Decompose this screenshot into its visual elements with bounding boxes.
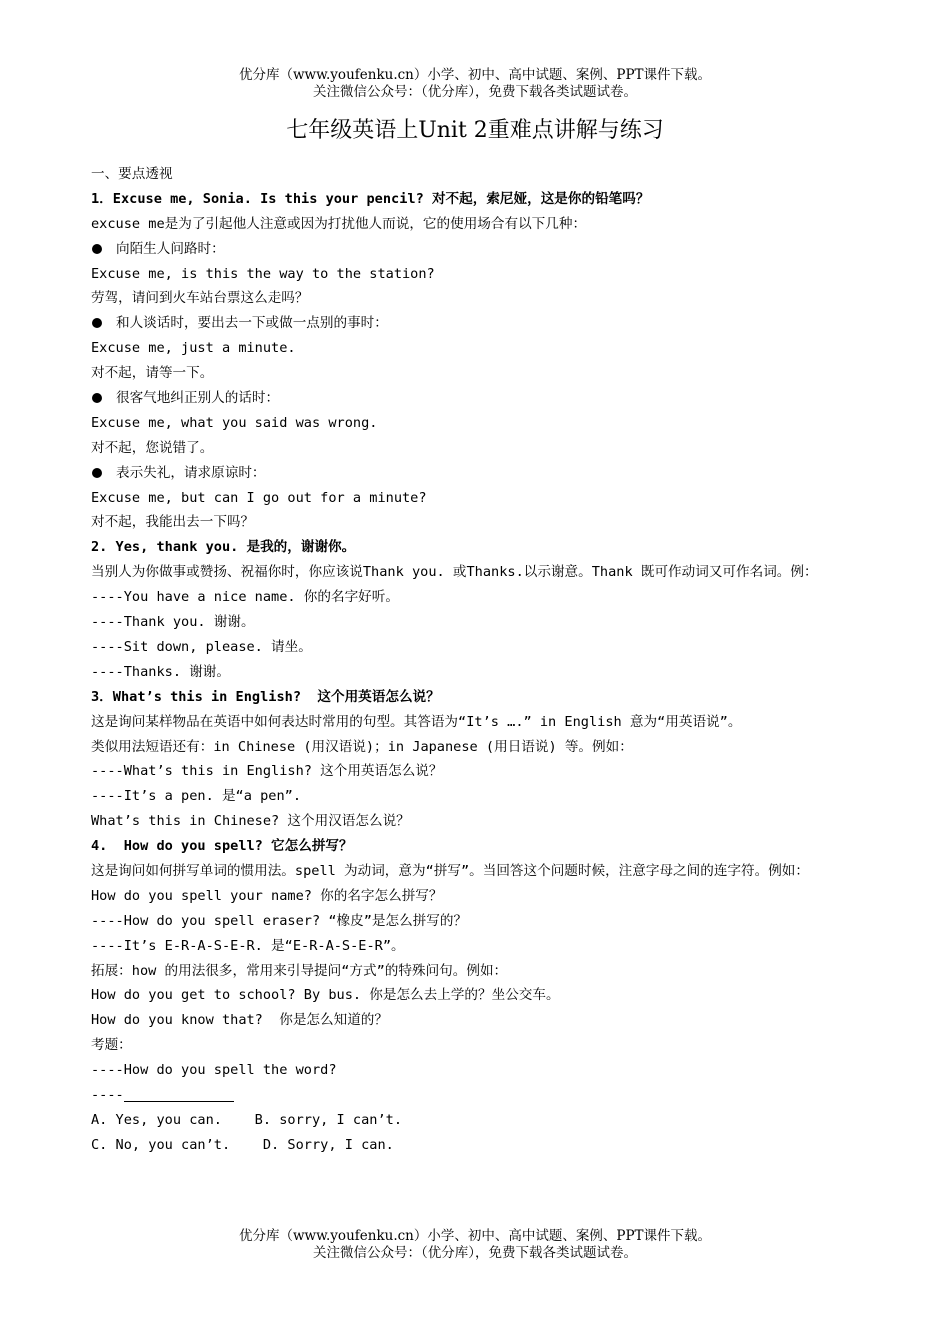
dialogue-line: ----Sit down, please. 请坐。 xyxy=(91,638,312,655)
document-body xyxy=(91,162,871,1158)
example-translation: 对不起，我能出去一下吗？ xyxy=(91,514,255,531)
example-sentence: Excuse me, is this the way to the station? xyxy=(91,265,435,282)
point-2-heading: 2. Yes, thank you. 是我的，谢谢你。 xyxy=(91,539,356,556)
bullet-icon xyxy=(92,318,102,328)
bullet-icon xyxy=(92,393,102,403)
point-3-heading: 3．What’s this in English? 这个用英语怎么说？ xyxy=(91,688,440,705)
bullet-item xyxy=(91,461,871,486)
header-line-1: 优分库（www.youfenku.cn）小学、初中、高中试题、案例、PPT课件下载。 xyxy=(238,67,712,83)
dialogue-line: ----What’s this in English? 这个用英语怎么说？ xyxy=(91,763,443,780)
paragraph: excuse me是为了引起他人注意或因为打扰他人而说，它的使用场合有以下几种： xyxy=(91,215,587,232)
answer-blank xyxy=(124,1087,234,1102)
example-sentence: How do you get to school? By bus. 你是怎么去上学的？坐公交车。 xyxy=(91,987,560,1004)
page-header xyxy=(0,67,950,101)
dialogue-line: ----Thank you. 谢谢。 xyxy=(91,614,255,631)
example-translation: 对不起，您说错了。 xyxy=(91,439,214,456)
header-line-2: 关注微信公众号：（优分库），免费下载各类试题试卷。 xyxy=(313,84,637,100)
document-title: 七年级英语上Unit 2重难点讲解与练习 xyxy=(286,118,664,143)
bullet-text: 表示失礼，请求原谅时： xyxy=(116,464,266,481)
example-sentence: Excuse me, just a minute. xyxy=(91,340,296,357)
bullet-icon xyxy=(92,244,102,254)
example-sentence: How do you know that? 你是怎么知道的？ xyxy=(91,1012,388,1029)
point-4-heading: 4. How do you spell? 它怎么拼写？ xyxy=(91,838,353,855)
bullet-text: 和人谈话时，要出去一下或做一点别的事时： xyxy=(116,315,388,332)
paragraph: 拓展：how 的用法很多，常用来引导提问“方式”的特殊问句。例如： xyxy=(91,962,508,979)
page-footer xyxy=(0,1228,950,1262)
bullet-text: 很客气地纠正别人的话时： xyxy=(116,390,280,407)
example-translation: 对不起，请等一下。 xyxy=(91,365,214,382)
exam-options: A. Yes, you can. B. sorry, I can’t. xyxy=(91,1111,402,1128)
section-heading: 一、要点透视 xyxy=(91,166,173,182)
footer-line-1: 优分库（www.youfenku.cn）小学、初中、高中试题、案例、PPT课件下载。 xyxy=(238,1228,712,1244)
example-sentence: Excuse me, what you said was wrong. xyxy=(91,414,378,431)
bullet-item xyxy=(91,237,871,262)
dialogue-line: ----How do you spell eraser? “橡皮”是怎么拼写的？ xyxy=(91,912,468,929)
bullet-item xyxy=(91,386,871,411)
bullet-item xyxy=(91,311,871,336)
example-sentence: How do you spell your name? 你的名字怎么拼写？ xyxy=(91,887,443,904)
footer-line-2: 关注微信公众号：（优分库），免费下载各类试题试卷。 xyxy=(313,1245,637,1261)
point-1-heading: 1．Excuse me, Sonia. Is this your pencil? 对不起，索尼娅，这是你的铅笔吗？ xyxy=(91,190,650,207)
dialogue-line: ----Thanks. 谢谢。 xyxy=(91,663,230,680)
paragraph: 这是询问如何拼写单词的惯用法。spell 为动词，意为“拼写”。当回答这个问题时候，注意字母之间的连字符。例如： xyxy=(91,862,809,879)
bullet-text: 向陌生人问路时： xyxy=(116,240,225,257)
dash-prefix: ---- xyxy=(91,1086,124,1103)
paragraph: 这是询问某样物品在英语中如何表达时常用的句型。其答语为“It’s ….” in English 意为“用英语说”。 xyxy=(91,713,742,730)
exam-answer-blank xyxy=(91,1083,871,1108)
example-sentence: Excuse me, but can I go out for a minute? xyxy=(91,489,427,506)
paragraph: 当别人为你做事或赞扬、祝福你时，你应该说Thank you. 或Thanks.以示谢意。Thank 既可作动词又可作名词。例： xyxy=(91,564,818,581)
example-translation: 劳驾，请问到火车站台票这么走吗？ xyxy=(91,290,309,307)
dialogue-line: ----You have a nice name. 你的名字好听。 xyxy=(91,589,399,606)
exam-options: C. No, you can’t. D. Sorry, I can. xyxy=(91,1136,394,1153)
dialogue-line: ----It’s a pen. 是“a pen”. xyxy=(91,788,302,805)
dialogue-line: ----It’s E-R-A-S-E-R. 是“E-R-A-S-E-R”。 xyxy=(91,937,405,954)
example-sentence: What’s this in Chinese? 这个用汉语怎么说？ xyxy=(91,813,410,830)
bullet-icon xyxy=(92,468,102,478)
exam-label: 考题： xyxy=(91,1037,132,1054)
exam-question: ----How do you spell the word? xyxy=(91,1062,337,1079)
paragraph: 类似用法短语还有：in Chinese (用汉语说)；in Japanese (用日语说) 等。例如： xyxy=(91,738,633,755)
